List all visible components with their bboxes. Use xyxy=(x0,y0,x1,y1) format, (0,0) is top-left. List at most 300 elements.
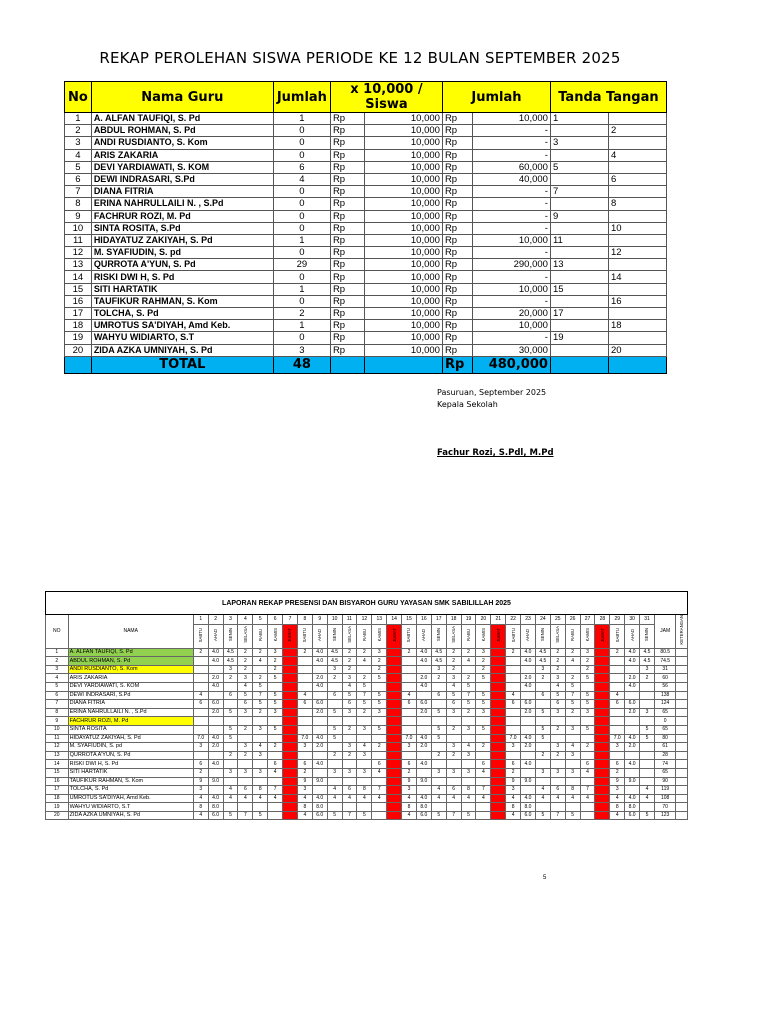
attendance-cell: 4 xyxy=(506,811,521,820)
weekday-cell xyxy=(357,625,372,649)
attendance-cell xyxy=(297,725,312,734)
attendance-cell: 3 xyxy=(461,751,476,760)
attendance-cell: 7.0 xyxy=(506,734,521,743)
attendance-cell xyxy=(521,665,536,674)
attendance-cell: 4 xyxy=(342,794,357,803)
presensi-row xyxy=(46,794,688,803)
rate-value: 10,000 xyxy=(364,271,442,283)
teacher-name: TAUFIKUR RAHMAN, S. Kom xyxy=(91,295,273,307)
attendance-cell xyxy=(387,674,402,683)
row-no: 4 xyxy=(46,674,69,683)
attendance-cell xyxy=(387,734,402,743)
attendance-cell: 2.0 xyxy=(521,674,536,683)
attendance-cell xyxy=(223,760,238,769)
rp-label: Rp xyxy=(330,320,364,332)
attendance-cell xyxy=(491,743,506,752)
row-no: 13 xyxy=(65,259,92,271)
attendance-cell: 5 xyxy=(327,811,342,820)
attendance-cell: 4 xyxy=(476,768,491,777)
attendance-cell: 4.0 xyxy=(521,760,536,769)
attendance-cell xyxy=(580,777,595,786)
total-rp: Rp xyxy=(442,356,472,373)
jam-total: 74.5 xyxy=(654,657,676,666)
row-jumlah: 1 xyxy=(273,283,330,295)
attendance-cell xyxy=(312,768,327,777)
attendance-cell xyxy=(193,674,208,683)
attendance-cell: 3 xyxy=(268,708,283,717)
attendance-cell xyxy=(387,743,402,752)
rate-value: 10,000 xyxy=(364,344,442,356)
attendance-cell: 3 xyxy=(640,708,655,717)
attendance-cell: 5 xyxy=(238,691,253,700)
day-number: 23 xyxy=(521,615,536,625)
attendance-cell: 4 xyxy=(640,794,655,803)
attendance-cell: 2 xyxy=(550,725,565,734)
attendance-cell xyxy=(461,803,476,812)
day-number: 11 xyxy=(342,615,357,625)
attendance-cell: 7.0 xyxy=(402,734,417,743)
attendance-cell: 2 xyxy=(446,751,461,760)
attendance-cell: 4.0 xyxy=(521,682,536,691)
attendance-cell xyxy=(476,734,491,743)
keterangan-cell xyxy=(676,648,688,657)
attendance-cell: 5 xyxy=(580,700,595,709)
attendance-cell xyxy=(431,717,446,726)
weekday-cell xyxy=(402,625,417,649)
attendance-cell: 5 xyxy=(431,734,446,743)
attendance-cell xyxy=(327,760,342,769)
attendance-cell: 7 xyxy=(342,811,357,820)
attendance-cell: 4.5 xyxy=(640,657,655,666)
total-value: 20,000 xyxy=(472,308,550,320)
attendance-cell: 8.0 xyxy=(625,803,640,812)
attendance-cell xyxy=(283,682,298,691)
teacher-name: ABDUL ROHMAN, S. Pd xyxy=(91,125,273,137)
attendance-cell: 5 xyxy=(535,708,550,717)
jam-total: 108 xyxy=(654,794,676,803)
teacher-name: DIANA FITRIA xyxy=(68,700,193,709)
rp-label: Rp xyxy=(330,149,364,161)
attendance-cell: 4.5 xyxy=(535,657,550,666)
row-jumlah: 0 xyxy=(273,125,330,137)
attendance-cell: 5 xyxy=(461,700,476,709)
day-number: 31 xyxy=(640,615,655,625)
attendance-cell: 5 xyxy=(268,700,283,709)
attendance-cell xyxy=(238,777,253,786)
weekday-cell xyxy=(387,625,402,649)
weekday-cell xyxy=(238,625,253,649)
total-value: 10,000 xyxy=(472,113,550,125)
attendance-cell xyxy=(506,665,521,674)
attendance-cell: 4 xyxy=(476,794,491,803)
attendance-cell: 2 xyxy=(610,648,625,657)
attendance-cell xyxy=(297,717,312,726)
attendance-cell xyxy=(491,803,506,812)
attendance-cell xyxy=(253,665,268,674)
attendance-cell xyxy=(595,725,610,734)
rp-label: Rp xyxy=(330,161,364,173)
attendance-cell: 3 xyxy=(402,786,417,795)
attendance-cell: 2 xyxy=(357,674,372,683)
attendance-cell: 6 xyxy=(446,786,461,795)
signature-slot-right: 12 xyxy=(608,247,666,259)
teacher-name: SITI HARTATIK xyxy=(68,768,193,777)
teacher-name: RISKI DWI H, S. Pd xyxy=(91,271,273,283)
presensi-row xyxy=(46,708,688,717)
attendance-cell xyxy=(416,665,431,674)
weekday-cell xyxy=(283,625,298,649)
attendance-cell: 3 xyxy=(431,768,446,777)
attendance-cell: 4.0 xyxy=(416,648,431,657)
row-no: 12 xyxy=(65,247,92,259)
keterangan-cell xyxy=(676,768,688,777)
attendance-cell xyxy=(506,682,521,691)
signature-slot-left: 15 xyxy=(550,283,608,295)
attendance-cell: 2 xyxy=(640,674,655,683)
attendance-cell xyxy=(372,717,387,726)
attendance-cell: 5 xyxy=(580,674,595,683)
attendance-cell: 5 xyxy=(327,725,342,734)
attendance-cell: 3 xyxy=(446,743,461,752)
signature-slot-left: 3 xyxy=(550,137,608,149)
attendance-cell: 3 xyxy=(357,725,372,734)
total-value: - xyxy=(472,149,550,161)
rate-value: 10,000 xyxy=(364,210,442,222)
attendance-cell xyxy=(387,777,402,786)
keterangan-cell xyxy=(676,691,688,700)
row-no: 9 xyxy=(65,210,92,222)
rp-label: Rp xyxy=(442,308,472,320)
attendance-cell xyxy=(193,725,208,734)
attendance-cell xyxy=(446,717,461,726)
attendance-cell xyxy=(595,682,610,691)
attendance-cell: 3 xyxy=(223,768,238,777)
attendance-cell: 2 xyxy=(268,657,283,666)
attendance-cell xyxy=(342,717,357,726)
attendance-cell xyxy=(625,691,640,700)
attendance-cell xyxy=(416,768,431,777)
keterangan-cell xyxy=(676,760,688,769)
weekday-cell xyxy=(476,625,491,649)
attendance-cell: 2.0 xyxy=(416,674,431,683)
attendance-cell xyxy=(402,751,417,760)
attendance-cell xyxy=(521,691,536,700)
attendance-cell: 2 xyxy=(446,648,461,657)
teacher-name: FACHRUR ROZI, M. Pd xyxy=(91,210,273,222)
rate-value: 10,000 xyxy=(364,161,442,173)
signature-slot-right: 10 xyxy=(608,222,666,234)
attendance-cell: 4.0 xyxy=(312,657,327,666)
attendance-cell: 3 xyxy=(461,725,476,734)
teacher-name: HIDAYATUZ ZAKIYAH, S. Pd xyxy=(91,234,273,246)
attendance-cell xyxy=(506,657,521,666)
attendance-cell xyxy=(283,743,298,752)
jam-total: 56 xyxy=(654,682,676,691)
attendance-cell xyxy=(253,803,268,812)
attendance-cell: 5 xyxy=(223,734,238,743)
attendance-cell xyxy=(491,657,506,666)
attendance-cell xyxy=(223,682,238,691)
signature-slot-right xyxy=(608,308,666,320)
attendance-cell: 4 xyxy=(268,794,283,803)
attendance-cell xyxy=(535,743,550,752)
attendance-cell xyxy=(521,768,536,777)
attendance-cell: 8 xyxy=(506,803,521,812)
rekap-row xyxy=(65,161,667,173)
row-no: 19 xyxy=(46,803,69,812)
attendance-cell: 5 xyxy=(268,691,283,700)
attendance-cell xyxy=(506,708,521,717)
attendance-cell: 4.0 xyxy=(416,794,431,803)
attendance-cell: 8 xyxy=(461,786,476,795)
teacher-name: DEWI INDRASARI, S.Pd xyxy=(91,173,273,185)
day-number: 10 xyxy=(327,615,342,625)
weekday-cell xyxy=(595,625,610,649)
attendance-cell: 2 xyxy=(610,768,625,777)
attendance-cell xyxy=(387,665,402,674)
keterangan-cell xyxy=(676,725,688,734)
attendance-cell xyxy=(312,786,327,795)
attendance-cell: 8.0 xyxy=(312,803,327,812)
attendance-cell xyxy=(521,786,536,795)
presensi-row xyxy=(46,725,688,734)
attendance-cell: 4.0 xyxy=(625,794,640,803)
weekday-label: SABTU xyxy=(614,627,620,642)
jam-total: 65 xyxy=(654,768,676,777)
presensi-row xyxy=(46,811,688,820)
attendance-cell xyxy=(595,786,610,795)
attendance-cell: 8 xyxy=(297,803,312,812)
teacher-name: UMROTUS SA'DIYAH, Amd Keb. xyxy=(91,320,273,332)
attendance-cell: 6 xyxy=(238,700,253,709)
teacher-name: ZIDA AZKA UMNIYAH, S. Pd xyxy=(91,344,273,356)
day-number: 18 xyxy=(446,615,461,625)
presensi-row xyxy=(46,657,688,666)
teacher-name: SITI HARTATIK xyxy=(91,283,273,295)
signature-slot-left: 9 xyxy=(550,210,608,222)
rekap-row xyxy=(65,137,667,149)
row-no: 6 xyxy=(65,173,92,185)
signature-slot-left xyxy=(550,222,608,234)
attendance-cell: 4 xyxy=(506,794,521,803)
jam-total: 138 xyxy=(654,691,676,700)
attendance-cell: 6 xyxy=(431,691,446,700)
attendance-cell: 4 xyxy=(402,811,417,820)
teacher-name: FACHRUR ROZI, M. Pd xyxy=(68,717,193,726)
row-no: 9 xyxy=(46,717,69,726)
row-jumlah: 3 xyxy=(273,344,330,356)
attendance-cell xyxy=(327,700,342,709)
attendance-cell xyxy=(372,803,387,812)
presensi-row xyxy=(46,743,688,752)
attendance-cell: 4.0 xyxy=(521,648,536,657)
attendance-cell: 5 xyxy=(357,811,372,820)
signature-slot-right: 2 xyxy=(608,125,666,137)
attendance-cell xyxy=(580,751,595,760)
attendance-cell: 4 xyxy=(402,691,417,700)
attendance-cell: 3 xyxy=(297,743,312,752)
attendance-cell: 8 xyxy=(610,803,625,812)
attendance-cell xyxy=(357,734,372,743)
attendance-cell: 2.0 xyxy=(416,743,431,752)
rp-label: Rp xyxy=(442,161,472,173)
attendance-cell: 8 xyxy=(357,786,372,795)
row-no: 3 xyxy=(65,137,92,149)
attendance-cell: 3 xyxy=(253,725,268,734)
attendance-cell xyxy=(253,760,268,769)
attendance-cell: 5 xyxy=(461,682,476,691)
row-jumlah: 29 xyxy=(273,259,330,271)
attendance-cell: 2 xyxy=(580,657,595,666)
attendance-cell xyxy=(595,734,610,743)
rp-label: Rp xyxy=(330,173,364,185)
attendance-cell xyxy=(283,700,298,709)
attendance-cell xyxy=(491,717,506,726)
total-value: 40,000 xyxy=(472,173,550,185)
row-jumlah: 0 xyxy=(273,222,330,234)
jam-total: 74 xyxy=(654,760,676,769)
attendance-cell: 4 xyxy=(580,768,595,777)
attendance-cell: 4.0 xyxy=(208,760,223,769)
day-number: 17 xyxy=(431,615,446,625)
attendance-cell: 5 xyxy=(535,811,550,820)
attendance-cell: 6.0 xyxy=(625,811,640,820)
attendance-cell xyxy=(491,794,506,803)
teacher-name: ANDI RUSDIANTO, S. Kom xyxy=(68,665,193,674)
attendance-cell xyxy=(283,725,298,734)
attendance-cell xyxy=(491,648,506,657)
attendance-cell: 8 xyxy=(193,803,208,812)
day-number: 4 xyxy=(238,615,253,625)
attendance-cell xyxy=(446,734,461,743)
attendance-cell xyxy=(535,760,550,769)
attendance-cell: 2 xyxy=(193,768,208,777)
row-jumlah: 0 xyxy=(273,247,330,259)
rp-label: Rp xyxy=(442,332,472,344)
attendance-cell: 3 xyxy=(506,743,521,752)
row-jumlah: 1 xyxy=(273,320,330,332)
total-value: - xyxy=(472,271,550,283)
rp-label: Rp xyxy=(442,259,472,271)
weekday-label: AHAD xyxy=(317,628,323,641)
attendance-cell xyxy=(595,811,610,820)
attendance-cell xyxy=(416,751,431,760)
rate-value: 10,000 xyxy=(364,125,442,137)
attendance-cell: 2.0 xyxy=(625,743,640,752)
attendance-cell xyxy=(238,760,253,769)
attendance-cell: 2 xyxy=(327,674,342,683)
teacher-name: ARIS ZAKARIA xyxy=(91,149,273,161)
attendance-cell: 9.0 xyxy=(416,777,431,786)
attendance-cell xyxy=(610,725,625,734)
attendance-cell: 5 xyxy=(431,708,446,717)
attendance-cell xyxy=(565,665,580,674)
attendance-cell: 3 xyxy=(550,674,565,683)
attendance-cell: 7 xyxy=(268,786,283,795)
attendance-cell: 3 xyxy=(342,708,357,717)
rate-value: 10,000 xyxy=(364,234,442,246)
presensi-row xyxy=(46,768,688,777)
weekday-label: KAMIS xyxy=(376,628,382,642)
attendance-cell: 5 xyxy=(550,691,565,700)
attendance-cell: 5 xyxy=(268,725,283,734)
attendance-cell xyxy=(416,786,431,795)
row-no: 20 xyxy=(65,344,92,356)
attendance-cell: 6 xyxy=(476,760,491,769)
rp-label: Rp xyxy=(442,137,472,149)
attendance-cell: 3 xyxy=(565,725,580,734)
rekap-row xyxy=(65,149,667,161)
attendance-cell xyxy=(283,803,298,812)
attendance-cell xyxy=(491,768,506,777)
attendance-cell xyxy=(491,734,506,743)
teacher-name: RISKI DWI H, S. Pd xyxy=(68,760,193,769)
attendance-cell xyxy=(476,751,491,760)
attendance-cell: 4 xyxy=(357,657,372,666)
attendance-cell: 2 xyxy=(476,665,491,674)
attendance-cell: 2 xyxy=(535,674,550,683)
attendance-cell: 2 xyxy=(253,674,268,683)
attendance-cell: 2 xyxy=(253,708,268,717)
weekday-label: RABU xyxy=(465,628,471,641)
attendance-cell xyxy=(431,743,446,752)
rp-label: Rp xyxy=(442,320,472,332)
rp-label: Rp xyxy=(330,295,364,307)
attendance-cell: 3 xyxy=(342,743,357,752)
attendance-cell: 6 xyxy=(342,700,357,709)
attendance-cell: 4.0 xyxy=(208,657,223,666)
row-jumlah: 0 xyxy=(273,295,330,307)
weekday-label: SELASA xyxy=(242,626,248,644)
attendance-cell: 4 xyxy=(327,794,342,803)
signature-slot-left xyxy=(550,344,608,356)
rekap-row xyxy=(65,113,667,125)
keterangan-cell xyxy=(676,717,688,726)
signature-slot-left xyxy=(550,149,608,161)
presensi-row xyxy=(46,734,688,743)
rekap-row xyxy=(65,234,667,246)
attendance-cell: 5 xyxy=(253,682,268,691)
rekap-row xyxy=(65,222,667,234)
attendance-cell: 2 xyxy=(357,648,372,657)
attendance-cell: 2 xyxy=(550,665,565,674)
attendance-cell: 4 xyxy=(640,786,655,795)
presensi-table xyxy=(45,591,688,820)
teacher-name: ERINA NAHRULLAILI N. , S.Pd xyxy=(91,198,273,210)
attendance-cell xyxy=(431,760,446,769)
attendance-cell: 2 xyxy=(327,751,342,760)
attendance-cell: 5 xyxy=(476,691,491,700)
attendance-cell xyxy=(238,734,253,743)
attendance-cell xyxy=(238,803,253,812)
teacher-name: TOLCHA, S. Pd xyxy=(68,786,193,795)
attendance-cell: 3 xyxy=(297,786,312,795)
jam-total: 80.5 xyxy=(654,648,676,657)
attendance-cell: 2 xyxy=(357,708,372,717)
row-jumlah: 0 xyxy=(273,332,330,344)
day-number: 19 xyxy=(461,615,476,625)
attendance-cell: 6 xyxy=(223,691,238,700)
attendance-cell xyxy=(357,777,372,786)
header-nama-guru: Nama Guru xyxy=(91,82,273,113)
attendance-cell xyxy=(625,751,640,760)
attendance-cell xyxy=(387,760,402,769)
presensi-row xyxy=(46,700,688,709)
attendance-cell xyxy=(640,760,655,769)
attendance-cell: 3 xyxy=(640,665,655,674)
rate-value: 10,000 xyxy=(364,186,442,198)
total-value: - xyxy=(472,332,550,344)
